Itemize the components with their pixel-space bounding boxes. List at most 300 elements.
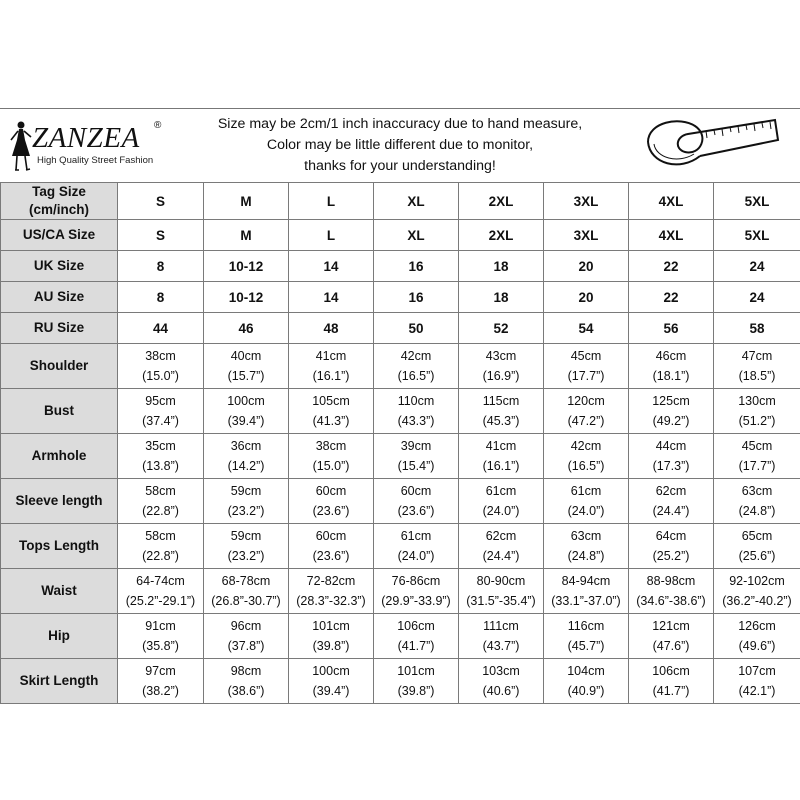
measurement-cell: [118, 389, 204, 434]
measurement-cell: [544, 344, 629, 389]
size-cell: [459, 183, 544, 220]
table-row: [1, 282, 800, 313]
measurement-cell: [544, 434, 629, 479]
measurement-cell: [544, 389, 629, 434]
measurement-cell: [629, 569, 714, 614]
measurement-cm: 103cm: [482, 664, 520, 678]
measurement-cell: [374, 389, 459, 434]
measurement-cell: [714, 659, 800, 704]
size-cell: [629, 282, 714, 313]
size-cell: [714, 183, 800, 220]
measurement-cell: [374, 434, 459, 479]
measurement-inch: (41.7”): [652, 684, 690, 698]
size-value: 4XL: [658, 193, 684, 209]
table-row: [1, 251, 800, 282]
measurement-inch: (49.2”): [652, 414, 690, 428]
measurement-cm: 100cm: [312, 664, 350, 678]
size-cell: [204, 220, 289, 251]
measurement-cm: 60cm: [400, 484, 432, 498]
measurement-cell: [714, 344, 800, 389]
measurement-inch: (15.0”): [312, 459, 350, 473]
table-row-tag-size: [1, 183, 800, 220]
measurement-cm: 116cm: [567, 619, 605, 633]
measurement-inch: (41.7”): [397, 639, 435, 653]
measurement-cm: 61cm: [400, 529, 432, 543]
measurement-inch: (23.6”): [312, 504, 350, 518]
measurement-cell: [118, 614, 204, 659]
size-value: 24: [749, 258, 765, 274]
table-row: [1, 389, 800, 434]
measurement-inch: (47.6”): [652, 639, 690, 653]
row-label: [1, 183, 118, 220]
measurement-inch: (15.7”): [227, 369, 265, 383]
size-cell: [289, 183, 374, 220]
measurement-cm: 80-90cm: [476, 574, 526, 588]
row-label: [1, 251, 118, 282]
measurement-inch: (35.8”): [142, 639, 179, 653]
row-label-text: Armhole: [31, 448, 87, 463]
measurement-cm: 38cm: [315, 439, 347, 453]
measurement-cm: 42cm: [570, 439, 602, 453]
measurement-cell: [714, 569, 800, 614]
row-label-text: Shoulder: [29, 358, 89, 373]
measurement-cm: 105cm: [312, 394, 350, 408]
measurement-cell: [629, 389, 714, 434]
measurement-cell: [289, 659, 374, 704]
size-cell: [289, 313, 374, 344]
size-cell: [459, 251, 544, 282]
measurement-cm: 45cm: [741, 439, 773, 453]
size-cell: [714, 251, 800, 282]
size-value: S: [155, 193, 165, 209]
size-cell: [204, 251, 289, 282]
row-label: [1, 479, 118, 524]
size-value: 5XL: [744, 193, 770, 209]
table-row: [1, 659, 800, 704]
size-cell: [459, 313, 544, 344]
measurement-inch: (39.8”): [397, 684, 435, 698]
measurement-inch: (22.8”): [142, 504, 179, 518]
row-label-text: Sleeve length: [15, 493, 103, 508]
measurement-inch: (16.1”): [482, 459, 520, 473]
measurement-inch: (38.2”): [142, 684, 179, 698]
measurement-inch: (38.6”): [227, 684, 265, 698]
measurement-inch: (24.0”): [482, 504, 520, 518]
measurement-inch: (15.4”): [397, 459, 435, 473]
measurement-cm: 58cm: [145, 529, 176, 543]
size-cell: [374, 313, 459, 344]
notice-line: Color may be little different due to monitor,: [266, 137, 534, 153]
size-value: 56: [663, 320, 679, 336]
size-value: 3XL: [573, 193, 599, 209]
measurement-inch: (24.0”): [397, 549, 435, 563]
measurement-cell: [289, 434, 374, 479]
measurement-inch: (18.5”): [738, 369, 776, 383]
measurement-cell: [118, 479, 204, 524]
row-label-text: RU Size: [33, 320, 85, 335]
measurement-cm: 65cm: [741, 529, 773, 543]
measurement-inch: (39.4”): [227, 414, 265, 428]
measurement-inch: (23.6”): [397, 504, 435, 518]
measurement-cm: 101cm: [397, 664, 435, 678]
measurement-inch: (24.4”): [482, 549, 520, 563]
measurement-inch: (16.5”): [567, 459, 605, 473]
size-cell: [459, 282, 544, 313]
measurement-inch: (39.8”): [312, 639, 350, 653]
notice-line: thanks for your understanding!: [304, 158, 496, 174]
measurement-inch: (45.7”): [567, 639, 605, 653]
header: [0, 108, 800, 182]
row-label: [1, 344, 118, 389]
measurement-cell: [374, 524, 459, 569]
size-value: 22: [663, 258, 679, 274]
size-cell: [374, 282, 459, 313]
measurement-cell: [459, 524, 544, 569]
measurement-inch: (13.8”): [142, 459, 179, 473]
measuring-tape-icon: [640, 112, 780, 180]
measurement-cell: [374, 344, 459, 389]
measurement-cell: [544, 524, 629, 569]
measurement-cell: [629, 614, 714, 659]
size-value: 16: [408, 289, 424, 305]
measurement-cm: 95cm: [145, 394, 176, 408]
measurement-cm: 110cm: [397, 394, 435, 408]
table-row: [1, 434, 800, 479]
brand-name: ZANZEA: [32, 122, 140, 154]
measurement-inch: (25.6”): [738, 549, 776, 563]
measurement-cell: [459, 434, 544, 479]
measurement-cell: [459, 389, 544, 434]
size-cell: [118, 282, 204, 313]
measurement-inch: (47.2”): [567, 414, 605, 428]
size-cell: [544, 183, 629, 220]
measurement-cm: 92-102cm: [729, 574, 785, 588]
measurement-cell: [289, 524, 374, 569]
measurement-inch: (41.3”): [312, 414, 350, 428]
fashion-figure-icon: [6, 120, 34, 172]
size-chart-body: [1, 183, 800, 704]
row-label: [1, 434, 118, 479]
measurement-cm: 91cm: [145, 619, 176, 633]
measurement-inch: (24.4”): [652, 504, 690, 518]
measurement-cell: [374, 659, 459, 704]
measurement-cell: [118, 344, 204, 389]
measurement-inch: (17.7”): [567, 369, 605, 383]
size-cell: [544, 220, 629, 251]
measurement-cell: [118, 434, 204, 479]
measurement-cm: 63cm: [741, 484, 773, 498]
measurement-cm: 76-86cm: [391, 574, 441, 588]
measurement-inch: (17.3”): [652, 459, 690, 473]
measurement-cm: 97cm: [145, 664, 176, 678]
size-value: 16: [408, 258, 424, 274]
size-cell: [374, 220, 459, 251]
measurement-inch: (17.7”): [738, 459, 776, 473]
table-row: [1, 479, 800, 524]
brand-logo: [6, 118, 186, 178]
measurement-inch: (23.2”): [227, 549, 265, 563]
measurement-cm: 46cm: [655, 349, 687, 363]
measurement-cm: 126cm: [738, 619, 776, 633]
measurement-cm: 62cm: [485, 529, 517, 543]
measurement-cm: 98cm: [230, 664, 262, 678]
measurement-inch: (22.8”): [142, 549, 179, 563]
measurement-inch: (40.9”): [567, 684, 605, 698]
size-cell: [714, 220, 800, 251]
measurement-cm: 58cm: [145, 484, 176, 498]
measurement-cm: 100cm: [227, 394, 265, 408]
measurement-cell: [544, 569, 629, 614]
measurement-inch: (36.2”-40.2”): [722, 594, 792, 608]
size-value: 10-12: [228, 289, 264, 305]
size-value: 5XL: [744, 227, 770, 243]
measurement-cm: 43cm: [485, 349, 517, 363]
size-value: XL: [407, 227, 425, 243]
measurement-inch: (16.1”): [312, 369, 350, 383]
size-cell: [459, 220, 544, 251]
measurement-cell: [289, 344, 374, 389]
measurement-cell: [714, 434, 800, 479]
measurement-inch: (14.2”): [227, 459, 265, 473]
notice-text: [190, 114, 610, 177]
size-value: 14: [323, 289, 339, 305]
measurement-inch: (24.0”): [567, 504, 605, 518]
size-value: 8: [156, 289, 165, 305]
table-row: [1, 313, 800, 344]
measurement-cm: 60cm: [315, 484, 347, 498]
size-value: 48: [323, 320, 339, 336]
measurement-cell: [118, 659, 204, 704]
size-value: 4XL: [658, 227, 684, 243]
size-value: M: [240, 227, 252, 243]
size-value: L: [326, 193, 336, 209]
measurement-inch: (34.6”-38.6”): [636, 594, 706, 608]
size-cell: [544, 251, 629, 282]
measurement-cell: [544, 614, 629, 659]
measurement-cell: [544, 659, 629, 704]
size-value: L: [326, 227, 336, 243]
measurement-inch: (31.5”-35.4”): [466, 594, 536, 608]
measurement-cm: 41cm: [315, 349, 347, 363]
brand-tagline: High Quality Street Fashion: [37, 155, 154, 166]
size-cell: [714, 313, 800, 344]
measurement-cm: 106cm: [652, 664, 690, 678]
measurement-inch: (24.8”): [567, 549, 605, 563]
measurement-inch: (39.4”): [312, 684, 350, 698]
measurement-inch: (51.2”): [738, 414, 776, 428]
measurement-inch: (49.6”): [738, 639, 776, 653]
measurement-cell: [204, 614, 289, 659]
measurement-cm: 125cm: [652, 394, 690, 408]
size-value: 3XL: [573, 227, 599, 243]
measurement-cm: 41cm: [485, 439, 517, 453]
measurement-cm: 104cm: [567, 664, 605, 678]
measurement-cm: 35cm: [145, 439, 176, 453]
table-row: [1, 344, 800, 389]
measurement-cell: [629, 434, 714, 479]
size-cell: [629, 183, 714, 220]
measurement-cell: [629, 479, 714, 524]
measurement-cm: 64cm: [655, 529, 687, 543]
measurement-inch: (26.8”-30.7”): [211, 594, 281, 608]
size-value: 2XL: [488, 193, 514, 209]
measurement-cm: 62cm: [655, 484, 687, 498]
measurement-cell: [629, 344, 714, 389]
measurement-cm: 63cm: [570, 529, 602, 543]
row-label-text: Skirt Length: [19, 673, 99, 688]
size-cell: [118, 313, 204, 344]
size-value: 8: [156, 258, 165, 274]
measurement-cm: 72-82cm: [306, 574, 356, 588]
row-label-text: Tag Size: [32, 184, 86, 199]
measurement-cm: 121cm: [652, 619, 690, 633]
measurement-cell: [289, 569, 374, 614]
measurement-cell: [374, 569, 459, 614]
row-label-text: Hip: [48, 628, 70, 643]
measurement-inch: (18.1”): [652, 369, 690, 383]
measurement-inch: (15.0”): [142, 369, 179, 383]
measurement-cell: [544, 479, 629, 524]
measurement-cell: [204, 389, 289, 434]
size-value: 14: [323, 258, 339, 274]
size-cell: [204, 183, 289, 220]
size-chart-table: [0, 182, 800, 704]
size-value: 20: [578, 289, 594, 305]
measurement-cell: [714, 389, 800, 434]
measurement-cell: [289, 614, 374, 659]
size-cell: [629, 220, 714, 251]
size-value: XL: [407, 193, 425, 209]
measurement-cm: 60cm: [315, 529, 347, 543]
row-label: [1, 614, 118, 659]
registered-mark: ®: [154, 120, 162, 131]
size-value: 44: [152, 320, 169, 336]
measurement-cell: [204, 569, 289, 614]
row-label-text: UK Size: [33, 258, 85, 273]
measurement-cell: [629, 659, 714, 704]
size-value: 10-12: [228, 258, 264, 274]
measurement-inch: (37.4”): [142, 414, 179, 428]
measurement-cm: 68-78cm: [221, 574, 271, 588]
size-cell: [374, 183, 459, 220]
measurement-cm: 45cm: [570, 349, 602, 363]
measurement-cm: 64-74cm: [136, 574, 185, 588]
measurement-cm: 120cm: [567, 394, 605, 408]
measurement-inch: (24.8”): [738, 504, 776, 518]
measurement-cell: [204, 434, 289, 479]
size-cell: [374, 251, 459, 282]
size-value: 2XL: [488, 227, 514, 243]
measurement-inch: (43.3”): [397, 414, 435, 428]
measurement-inch: (45.3”): [482, 414, 520, 428]
measurement-cm: 61cm: [570, 484, 602, 498]
size-value: 24: [749, 289, 765, 305]
measurement-cm: 111cm: [483, 619, 519, 633]
measurement-cell: [289, 479, 374, 524]
measurement-cm: 88-98cm: [646, 574, 696, 588]
measurement-cm: 44cm: [655, 439, 687, 453]
measurement-inch: (23.6”): [312, 549, 350, 563]
measurement-cm: 115cm: [482, 394, 520, 408]
row-label: [1, 524, 118, 569]
table-row: [1, 569, 800, 614]
measurement-inch: (25.2”-29.1”): [125, 594, 196, 608]
measurement-cm: 96cm: [230, 619, 262, 633]
row-label: [1, 282, 118, 313]
size-cell: [714, 282, 800, 313]
row-label: [1, 313, 118, 344]
measurement-cell: [459, 614, 544, 659]
measurement-inch: (16.9”): [482, 369, 520, 383]
size-value: 22: [663, 289, 679, 305]
measurement-cell: [374, 614, 459, 659]
measurement-cell: [714, 479, 800, 524]
size-cell: [204, 282, 289, 313]
row-label-text: (cm/inch): [28, 202, 89, 217]
row-label-text: Waist: [41, 583, 77, 598]
size-cell: [118, 251, 204, 282]
measurement-cell: [459, 479, 544, 524]
measurement-cm: 47cm: [741, 349, 773, 363]
measurement-cm: 107cm: [738, 664, 776, 678]
size-value: 54: [578, 320, 594, 336]
measurement-cm: 130cm: [738, 394, 776, 408]
measurement-cell: [118, 524, 204, 569]
size-cell: [289, 220, 374, 251]
measurement-cm: 40cm: [230, 349, 262, 363]
row-label-text: AU Size: [33, 289, 85, 304]
size-value: M: [240, 193, 252, 209]
measurement-cm: 59cm: [230, 484, 262, 498]
measurement-cell: [118, 569, 204, 614]
measurement-inch: (33.1”-37.0”): [551, 594, 621, 608]
measurement-cm: 84-94cm: [561, 574, 611, 588]
measurement-cell: [459, 569, 544, 614]
size-cell: [289, 251, 374, 282]
measurement-inch: (37.8”): [227, 639, 265, 653]
measurement-inch: (16.5”): [397, 369, 435, 383]
measurement-cm: 38cm: [145, 349, 176, 363]
row-label: [1, 659, 118, 704]
size-cell: [629, 251, 714, 282]
measurement-cm: 36cm: [230, 439, 262, 453]
measurement-inch: (29.9”-33.9”): [381, 594, 451, 608]
size-cell: [118, 183, 204, 220]
measurement-cell: [204, 524, 289, 569]
measurement-cm: 61cm: [485, 484, 517, 498]
notice-line: Size may be 2cm/1 inch inaccuracy due to hand measure,: [217, 116, 583, 132]
measurement-cell: [629, 524, 714, 569]
size-value: 18: [493, 258, 509, 274]
measurement-inch: (25.2”): [652, 549, 690, 563]
size-value: 46: [238, 320, 254, 336]
size-value: 50: [408, 320, 424, 336]
row-label: [1, 220, 118, 251]
measurement-cm: 106cm: [397, 619, 435, 633]
size-value: S: [155, 227, 165, 243]
size-cell: [544, 313, 629, 344]
measurement-cm: 42cm: [400, 349, 432, 363]
measurement-cell: [289, 389, 374, 434]
measurement-cell: [714, 524, 800, 569]
row-label-text: Bust: [44, 403, 74, 418]
measurement-cm: 101cm: [312, 619, 350, 633]
size-cell: [204, 313, 289, 344]
size-cell: [629, 313, 714, 344]
row-label-text: US/CA Size: [22, 227, 96, 242]
table-row: [1, 614, 800, 659]
table-row: [1, 524, 800, 569]
